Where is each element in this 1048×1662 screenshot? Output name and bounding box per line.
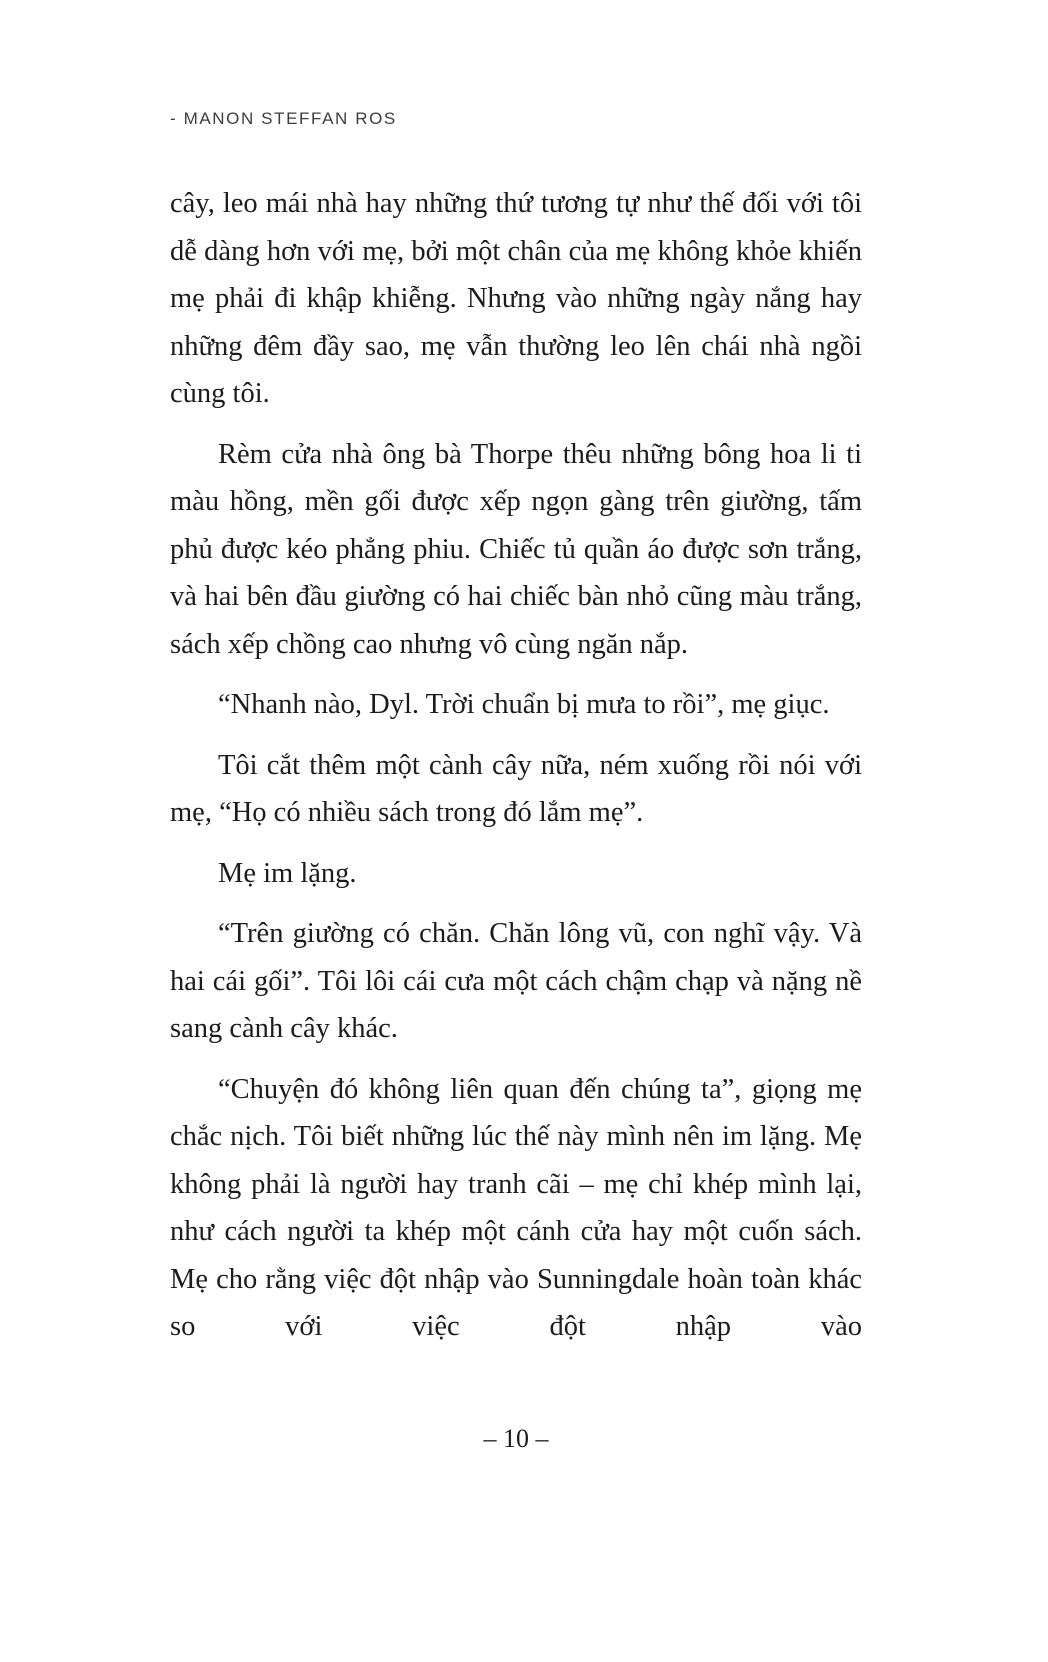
running-header: - MANON STEFFAN ROS — [170, 109, 397, 128]
paragraph: cây, leo mái nhà hay những thứ tương tự như thế đối với tôi dễ dàng hơn với mẹ, bởi một chân của mẹ không khỏe khiến mẹ phải đi khập khiễng. Nhưng vào những ngày nắng hay những đêm đầy sao, mẹ vẫn thường leo lên chái nhà ngồi cùng tôi. — [170, 188, 862, 409]
paragraph: Tôi cắt thêm một cành cây nữa, ném xuống rồi nói với mẹ, “Họ có nhiều sách trong đó lắm mẹ”. — [170, 749, 862, 828]
paragraph: “Chuyện đó không liên quan đến chúng ta”, giọng mẹ chắc nịch. Tôi biết những lúc thế này mình nên im lặng. Mẹ không phải là người hay tranh cãi – mẹ chỉ khép mình lại, như cách người ta khép một cánh cửa hay một cuốn sách. Mẹ cho rằng việc đột nhập vào Sunningdale hoàn toàn khác so với việc đột nhập vào — [170, 1073, 862, 1342]
paragraph: “Nhanh nào, Dyl. Trời chuẩn bị mưa to rồi”, mẹ giục. — [218, 689, 830, 720]
page-number: – 10 – — [483, 1424, 549, 1453]
paragraph: Mẹ im lặng. — [218, 857, 357, 889]
paragraph: “Trên giường có chăn. Chăn lông vũ, con nghĩ vậy. Và hai cái gối”. Tôi lôi cái cưa một cách chậm chạp và nặng nề sang cành cây khác. — [170, 918, 862, 1044]
paragraph: Rèm cửa nhà ông bà Thorpe thêu những bông hoa li ti màu hồng, mền gối được xếp ngọn gàng trên giường, tấm phủ được kéo phẳng phiu. Chiếc tủ quần áo được sơn trắng, và hai bên đầu giường có hai chiếc bàn nhỏ cũng màu trắng, sách xếp chồng cao nhưng vô cùng ngăn nắp. — [170, 438, 862, 660]
text-block — [170, 180, 862, 1364]
